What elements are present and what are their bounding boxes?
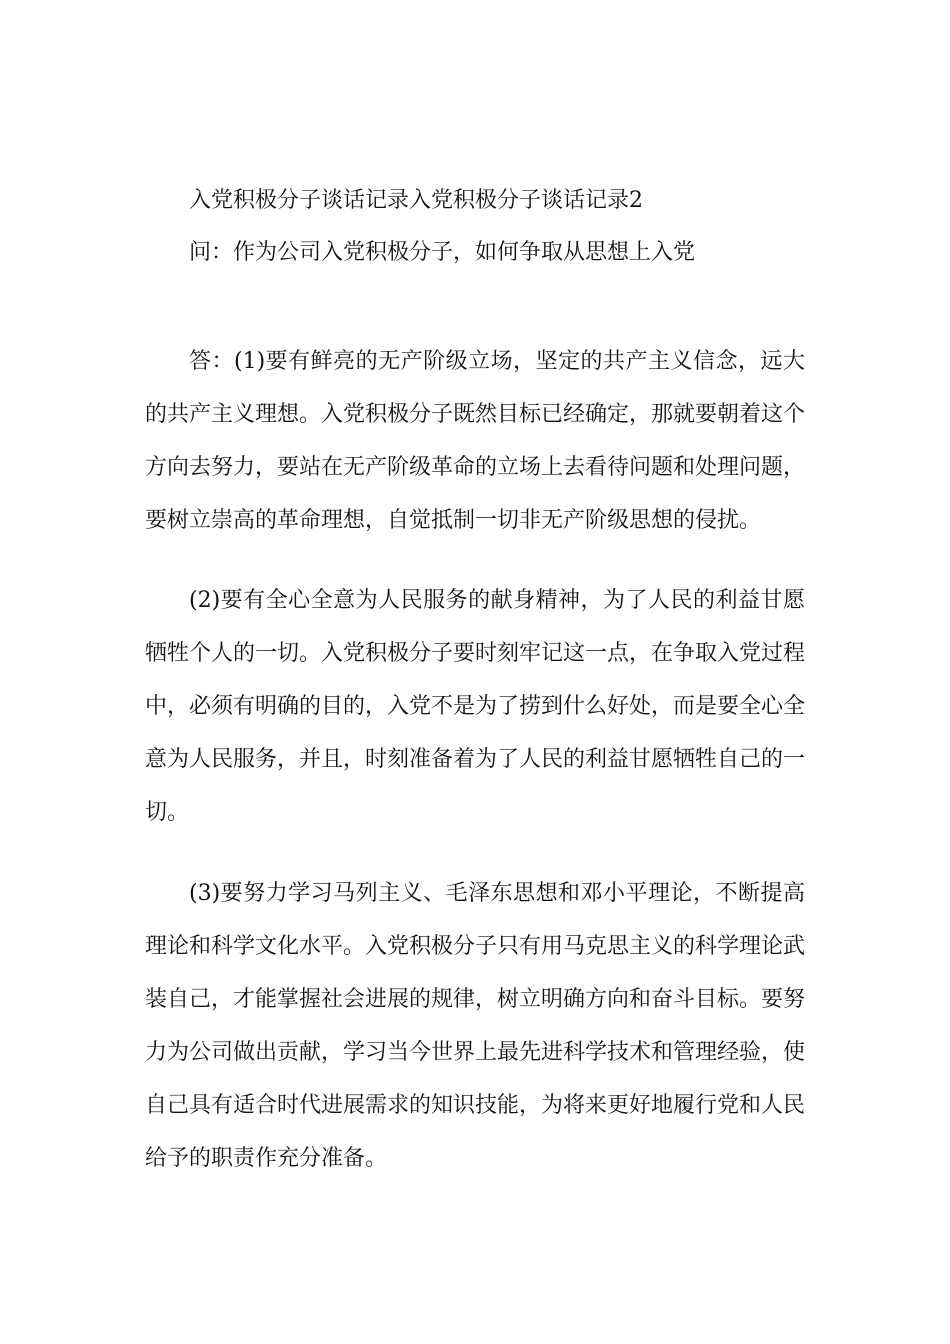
document-title: 入党积极分子谈话记录入党积极分子谈话记录2 bbox=[189, 188, 643, 213]
answer-paragraph-1: 答：(1)要有鲜亮的无产阶级立场，坚定的共产主义信念，远大的共产主义理想。入党积极分子既然目标已经确定，那就要朝着这个方向去努力，要站在无产阶级革命的立场上去看待问题和处理问题，要树立崇高的革命理想，自觉抵制一切非无产阶级思想的侵扰。 bbox=[145, 349, 806, 533]
answer-paragraph-3: (3)要努力学习马列主义、毛泽东思想和邓小平理论，不断提高理论和科学文化水平。入党积极分子只有用马克思主义的科学理论武装自己，才能掌握社会进展的规律，树立明确方向和奋斗目标。要努力为公司做出贡献，学习当今世界上最先进科学技术和管理经验，使自己具有适合时代进展需求的知识技能，为将来更好地履行党和人民给予的职责作充分准备。 bbox=[145, 881, 806, 1171]
question-line: 问：作为公司入党积极分子，如何争取从思想上入党 bbox=[189, 240, 696, 265]
answer-paragraph-2: (2)要有全心全意为人民服务的献身精神，为了人民的利益甘愿牺牲个人的一切。入党积极分子要时刻牢记这一点，在争取入党过程中，必须有明确的目的，入党不是为了捞到什么好处，而是要全心全意为人民服务，并且，时刻准备着为了人民的利益甘愿牺牲自己的一切。 bbox=[145, 588, 806, 825]
